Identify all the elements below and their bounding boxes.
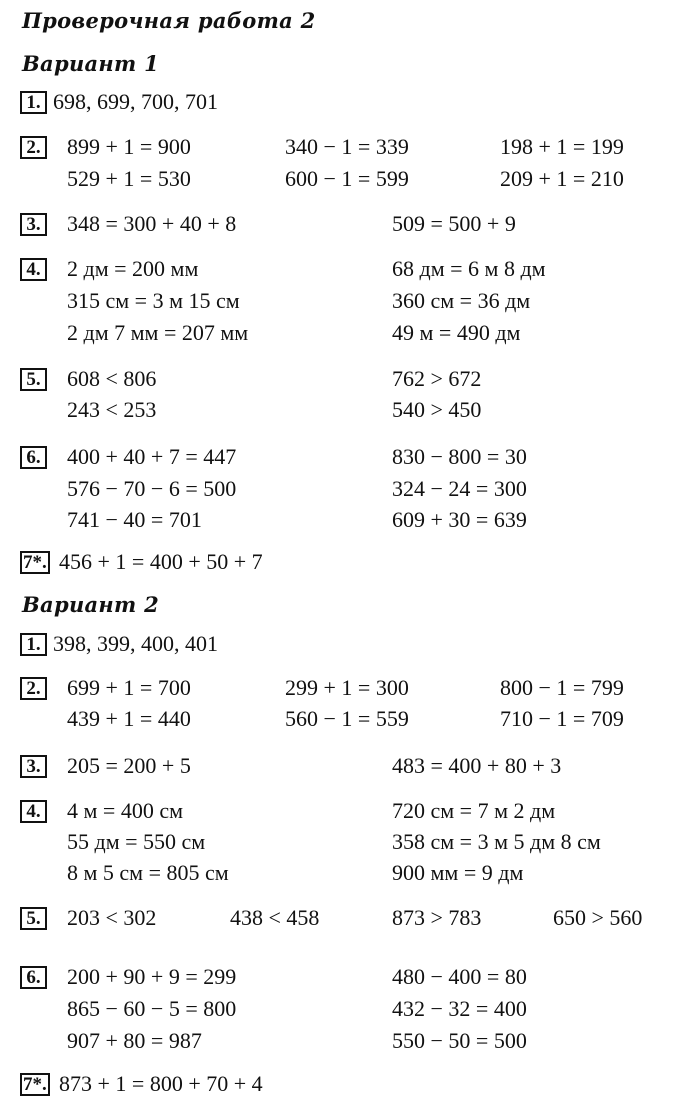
expression: 324 − 24 = 300 xyxy=(392,476,527,501)
expression: 509 = 500 + 9 xyxy=(392,211,516,236)
expression: 540 > 450 xyxy=(392,397,482,422)
task-number-box: 6. xyxy=(20,446,47,469)
expression: 560 − 1 = 559 xyxy=(285,706,409,731)
expression: 315 см = 3 м 15 см xyxy=(67,288,240,313)
expression: 198 + 1 = 199 xyxy=(500,134,624,159)
task-number-box: 1. xyxy=(20,633,47,656)
expression: 529 + 1 = 530 xyxy=(67,166,191,191)
task-number-box: 5. xyxy=(20,907,47,930)
expression: 299 + 1 = 300 xyxy=(285,675,409,700)
task-number-box: 5. xyxy=(20,368,47,391)
expression: 358 см = 3 м 5 дм 8 см xyxy=(392,829,601,854)
expression: 432 − 32 = 400 xyxy=(392,996,527,1021)
variant-heading: Вариант 1 xyxy=(22,51,160,76)
expression: 340 − 1 = 339 xyxy=(285,134,409,159)
task-number-box: 2. xyxy=(20,136,47,159)
expression: 608 < 806 xyxy=(67,366,157,391)
task-number-box: 3. xyxy=(20,213,47,236)
expression: 899 + 1 = 900 xyxy=(67,134,191,159)
expression: 2 дм 7 мм = 207 мм xyxy=(67,320,249,345)
expression: 741 − 40 = 701 xyxy=(67,507,202,532)
expression: 483 = 400 + 80 + 3 xyxy=(392,753,562,778)
expression: 438 < 458 xyxy=(230,905,320,930)
expression: 4 м = 400 см xyxy=(67,798,184,823)
expression: 650 > 560 xyxy=(553,905,643,930)
task-number-box: 1. xyxy=(20,91,47,114)
task-number-box: 7*. xyxy=(20,551,50,574)
task-number-box: 4. xyxy=(20,800,47,823)
expression: 400 + 40 + 7 = 447 xyxy=(67,444,237,469)
expression: 68 дм = 6 м 8 дм xyxy=(392,256,546,281)
expression: 209 + 1 = 210 xyxy=(500,166,624,191)
expression: 900 мм = 9 дм xyxy=(392,860,524,885)
expression: 439 + 1 = 440 xyxy=(67,706,191,731)
expression: 243 < 253 xyxy=(67,397,157,422)
expression: 699 + 1 = 700 xyxy=(67,675,191,700)
expression: 762 > 672 xyxy=(392,366,482,391)
expression: 398, 399, 400, 401 xyxy=(53,631,218,656)
expression: 830 − 800 = 30 xyxy=(392,444,527,469)
variant-heading: Вариант 2 xyxy=(22,592,160,617)
expression: 203 < 302 xyxy=(67,905,157,930)
expression: 600 − 1 = 599 xyxy=(285,166,409,191)
task-number-box: 4. xyxy=(20,258,47,281)
expression: 205 = 200 + 5 xyxy=(67,753,191,778)
expression: 550 − 50 = 500 xyxy=(392,1028,527,1053)
expression: 576 − 70 − 6 = 500 xyxy=(67,476,237,501)
task-number-box: 3. xyxy=(20,755,47,778)
expression: 55 дм = 550 см xyxy=(67,829,206,854)
expression: 873 + 1 = 800 + 70 + 4 xyxy=(59,1071,263,1096)
expression: 8 м 5 см = 805 см xyxy=(67,860,229,885)
task-number-box: 6. xyxy=(20,966,47,989)
expression: 720 см = 7 м 2 дм xyxy=(392,798,556,823)
expression: 710 − 1 = 709 xyxy=(500,706,624,731)
expression: 609 + 30 = 639 xyxy=(392,507,527,532)
expression: 348 = 300 + 40 + 8 xyxy=(67,211,237,236)
expression: 800 − 1 = 799 xyxy=(500,675,624,700)
expression: 873 > 783 xyxy=(392,905,482,930)
task-number-box: 7*. xyxy=(20,1073,50,1096)
expression: 200 + 90 + 9 = 299 xyxy=(67,964,237,989)
expression: 907 + 80 = 987 xyxy=(67,1028,202,1053)
page-title: Проверочная работа 2 xyxy=(22,8,316,33)
task-number-box: 2. xyxy=(20,677,47,700)
expression: 456 + 1 = 400 + 50 + 7 xyxy=(59,549,263,574)
expression: 360 см = 36 дм xyxy=(392,288,531,313)
expression: 2 дм = 200 мм xyxy=(67,256,199,281)
expression: 865 − 60 − 5 = 800 xyxy=(67,996,237,1021)
expression: 698, 699, 700, 701 xyxy=(53,89,218,114)
expression: 480 − 400 = 80 xyxy=(392,964,527,989)
expression: 49 м = 490 дм xyxy=(392,320,521,345)
